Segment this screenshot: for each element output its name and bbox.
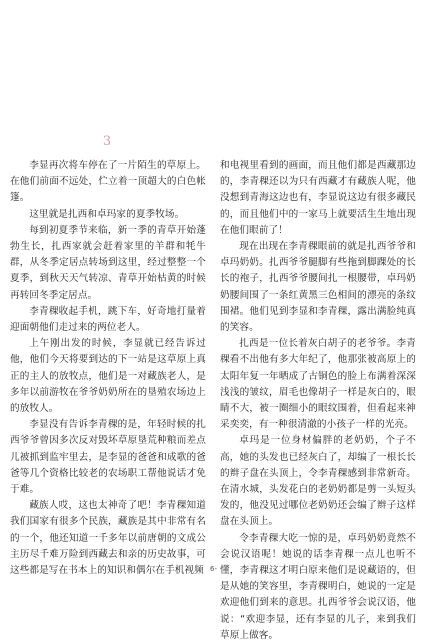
paragraph: 上午刚出发的时候，李显就已经告诉过他，他们今天将要到达的下一站是这草原上真正的主人的放牧点，他们是一对藏族老人，是多年以前游牧在爷爷奶奶所在的垦殖农场边上的放牧人。 [10,338,206,415]
paragraph: 李青稞收起手机，跳下车，好奇地打量着迎面朝他们走过来的两位老人。 [10,305,206,334]
chapter-number: 3 [102,134,112,149]
page-number: 6- [210,565,217,573]
paragraph: 李显没有告诉李青稞的是，年轻时候的扎西爷爷曾因多次反对毁坏草原垦荒种粮而差点儿被抓到监牢里去，是李显的爸爸和成歌的爸爸等几个资格比较老的农场职工帮他说话才免于难。 [10,419,206,496]
paragraph: 卓玛是一位身材偏胖的老奶奶，个子不高，她的头发也已经灰白了，却编了一根长长的辫子盘在头顶上，令李青稞感到非常新奇。在清水城，头发花白的老奶奶都是剪一头短头发的，他没见过哪位老奶奶还会编了辫子这样盘在头顶上。 [220,435,416,528]
paragraph: 每到初夏季节来临，新一季的青草开始蓬勃生长，扎西家就会赶着家里的羊群和牦牛群，从冬季定居点转场到这里，经过整整一个夏季，到秋天天气转凉、青草开始枯黄的时候再转回冬季定居点。 [10,224,206,301]
paragraph: 藏族人哎，这也太神奇了吧！李青稞知道我们国家有很多个民族，藏族是其中非常有名的一个，他还知道一千多年以前唐朝的文成公主历尽千难万险到西藏去和亲的历史故事，可这些都是写在书本上的知识和偶尔在手机视频 [10,500,206,577]
paragraph: 李显再次将车停在了一片陌生的草原上。在他们前面不远处，伫立着一顶超大的白色帐篷。 [10,160,206,204]
paragraph: 这里就是扎西和卓玛家的夏季牧场。 [29,208,185,220]
paragraph: 和电视里看到的画面，而且他们都是西藏那边的，李青稞还以为只有西藏才有藏族人呢，他没想到青海这边也有，李显说这边有很多藏民的，而且他们中的一家马上就要活生生地出现在他们眼前了！ [220,160,416,236]
paragraph: 扎西是一位长着灰白胡子的老爷爷。李青稞看不出他有多大年纪了，他那张被高原上的太阳年复一年晒成了古铜色的脸上布满着深深浅浅的皱纹，眉毛也像胡子一样是灰白的，眼睛不大，被一圈细小的眼纹围着，但看起来神采奕奕，有一种很清澈的小孩子一样的光亮。 [220,338,416,431]
left-text-column [10,158,206,579]
paragraph: 现在出现在李青稞眼前的就是扎西爷爷和卓玛奶奶。扎西爷爷腿脚有些拖到脚踝处的长长的袍子，扎西爷爷腰间扎一根腰带，卓玛奶奶腰间围了一条红黄黑三色相间的漂亮的条纹围裙。他们见到李显和李青稞，露出满脸纯真的笑容。 [220,241,416,334]
paragraph: 令李青稞大吃一惊的是，卓玛奶奶竟然不会说汉语呢！她说的话李青稞一点儿也听不懂，李青稞这才明白原来他们是说藏语的，但是从她的笑容里，李青稞明白，她说的一定是欢迎他们到来的意思。扎西爷爷会说汉语，他说：“欢迎李显，还有李显的儿子，来到我们草原上做客。 [220,532,416,641]
